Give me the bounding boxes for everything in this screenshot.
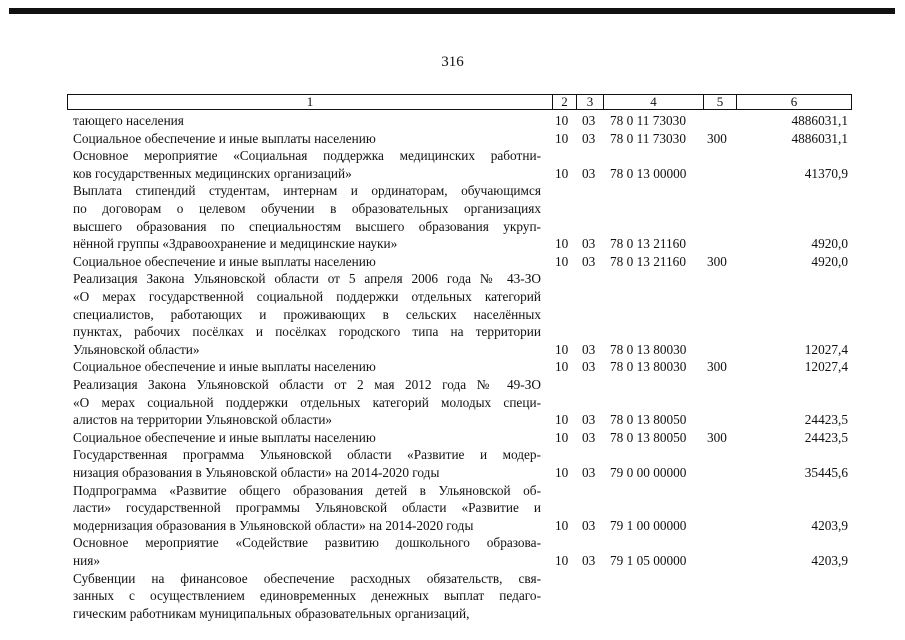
section-code: 10	[555, 359, 569, 375]
row-description	[73, 253, 541, 271]
table-row	[0, 570, 905, 623]
section-code: 10	[555, 130, 569, 146]
target-article-code: 78 0 13 80050	[610, 429, 687, 445]
subsection-code: 03	[582, 253, 596, 269]
table-row	[0, 429, 905, 447]
target-article-code: 78 0 13 21160	[610, 253, 686, 269]
target-article-code: 78 0 11 73030	[610, 130, 686, 146]
table-row	[0, 376, 905, 429]
row-description	[73, 534, 541, 569]
header-cell-3: 3	[576, 94, 604, 110]
amount-value: 4886031,1	[791, 130, 848, 146]
description-line: Социальное обеспечение и иные выплаты населению	[73, 130, 376, 146]
amount-value: 4920,0	[811, 236, 848, 252]
expense-type-code: 300	[707, 429, 727, 445]
target-article-code: 78 0 13 80050	[610, 412, 687, 428]
description-line: Ульяновской области»	[73, 341, 200, 357]
row-description	[73, 130, 541, 148]
table-row	[0, 482, 905, 535]
description-line: Реализация Закона Ульяновской области от 2 мая 2012 года № 49-ЗО	[73, 377, 541, 392]
section-code: 10	[555, 552, 569, 568]
table-row	[0, 182, 905, 252]
description-line: «О мерах социальной поддержки отдельных категорий молодых специ-	[73, 394, 541, 410]
description-line: алистов на территории Ульяновской области»	[73, 412, 333, 428]
row-description	[73, 482, 541, 535]
subsection-code: 03	[582, 464, 596, 480]
target-article-code: 79 1 05 00000	[610, 552, 687, 568]
table-row	[0, 358, 905, 376]
page-number: 316	[441, 54, 464, 70]
section-code: 10	[555, 341, 569, 357]
table-row	[0, 270, 905, 358]
description-line: Социальное обеспечение и иные выплаты населению	[73, 359, 376, 375]
amount-value: 4886031,1	[791, 113, 848, 128]
description-line: ков государственных медицинских организаций»	[73, 165, 352, 181]
row-description	[73, 112, 541, 130]
table-row	[0, 112, 905, 130]
description-line: Основное мероприятие «Социальная поддержка медицинских работни-	[73, 148, 541, 164]
header-cell-6: 6	[736, 94, 852, 110]
section-code: 10	[555, 464, 569, 480]
table-row	[0, 253, 905, 271]
description-line: модернизация образования в Ульяновской области» на 2014-2020 годы	[73, 517, 474, 533]
expense-type-code: 300	[707, 130, 727, 146]
amount-value: 4920,0	[811, 253, 848, 269]
amount-value: 4203,9	[811, 552, 848, 568]
header-cell-5: 5	[703, 94, 737, 110]
subsection-code: 03	[582, 113, 596, 128]
description-line: «О мерах государственной социальной поддержки отдельных категорий	[73, 288, 541, 304]
description-line: Государственная программа Ульяновской области «Развитие и модер-	[73, 447, 541, 463]
description-line: Социальное обеспечение и иные выплаты населению	[73, 429, 376, 445]
description-line: тающего населения	[73, 113, 184, 128]
amount-value: 35445,6	[804, 464, 848, 480]
description-line: гическим работникам муниципальных образовательных организаций,	[73, 605, 470, 621]
target-article-code: 78 0 13 00000	[610, 165, 687, 181]
subsection-code: 03	[582, 412, 596, 428]
target-article-code: 79 0 00 00000	[610, 464, 687, 480]
description-line: высшего образования по специальностям высшего образования укруп-	[73, 218, 541, 234]
subsection-code: 03	[582, 429, 596, 445]
section-code: 10	[555, 412, 569, 428]
row-description	[73, 147, 541, 182]
description-line: Социальное обеспечение и иные выплаты населению	[73, 253, 376, 269]
section-code: 10	[555, 165, 569, 181]
row-description	[73, 429, 541, 447]
target-article-code: 78 0 13 80030	[610, 341, 687, 357]
target-article-code: 78 0 13 80030	[610, 359, 687, 375]
row-description	[73, 182, 541, 252]
section-code: 10	[555, 253, 569, 269]
amount-value: 12027,4	[804, 359, 848, 375]
subsection-code: 03	[582, 236, 596, 252]
target-article-code: 78 0 11 73030	[610, 113, 686, 128]
subsection-code: 03	[582, 341, 596, 357]
description-line: ния»	[73, 552, 100, 568]
amount-value: 24423,5	[804, 412, 848, 428]
description-line: пунктах, рабочих посёлках и посёлках городского типа на территории	[73, 324, 541, 340]
target-article-code: 78 0 13 21160	[610, 236, 686, 252]
subsection-code: 03	[582, 130, 596, 146]
description-line: Подпрограмма «Развитие общего образования детей в Ульяновской об-	[73, 482, 541, 498]
description-line: Субвенции на финансовое обеспечение расходных обязательств, свя-	[73, 570, 541, 586]
subsection-code: 03	[582, 517, 596, 533]
top-border-bar	[9, 8, 895, 14]
description-line: нённой группы «Здравоохранение и медицинские науки»	[73, 236, 398, 252]
section-code: 10	[555, 113, 569, 128]
description-line: по договорам о целевом обучении в образовательных организациях	[73, 200, 541, 216]
expense-type-code: 300	[707, 253, 727, 269]
amount-value: 4203,9	[811, 517, 848, 533]
table-row	[0, 147, 905, 182]
row-description	[73, 446, 541, 481]
description-line: Основное мероприятие «Содействие развитию дошкольного образова-	[73, 535, 541, 551]
expense-type-code: 300	[707, 359, 727, 375]
section-code: 10	[555, 429, 569, 445]
header-cell-2: 2	[552, 94, 577, 110]
description-line: занных с осуществлением единовременных денежных выплат педаго-	[73, 588, 541, 604]
table-row	[0, 130, 905, 148]
section-code: 10	[555, 517, 569, 533]
section-code: 10	[555, 236, 569, 252]
row-description	[73, 270, 541, 358]
amount-value: 41370,9	[804, 165, 848, 181]
target-article-code: 79 1 00 00000	[610, 517, 687, 533]
description-line: ласти» государственной программы Ульяновской области «Развитие и	[73, 500, 541, 516]
header-cell-1: 1	[67, 94, 553, 110]
amount-value: 12027,4	[804, 341, 848, 357]
subsection-code: 03	[582, 359, 596, 375]
description-line: специалистов, работающих и проживающих в сельских населённых	[73, 306, 541, 322]
description-line: низация образования в Ульяновской области» на 2014-2020 годы	[73, 464, 440, 480]
description-line: Выплата стипендий студентам, интернам и ординаторам, обучающимся	[73, 183, 541, 199]
subsection-code: 03	[582, 165, 596, 181]
row-description	[73, 376, 541, 429]
amount-value: 24423,5	[804, 429, 848, 445]
header-cell-4: 4	[603, 94, 704, 110]
subsection-code: 03	[582, 552, 596, 568]
table-row	[0, 534, 905, 569]
table-row	[0, 446, 905, 481]
description-line: Реализация Закона Ульяновской области от 5 апреля 2006 года № 43-ЗО	[73, 271, 541, 287]
row-description	[73, 358, 541, 376]
row-description	[73, 570, 541, 623]
